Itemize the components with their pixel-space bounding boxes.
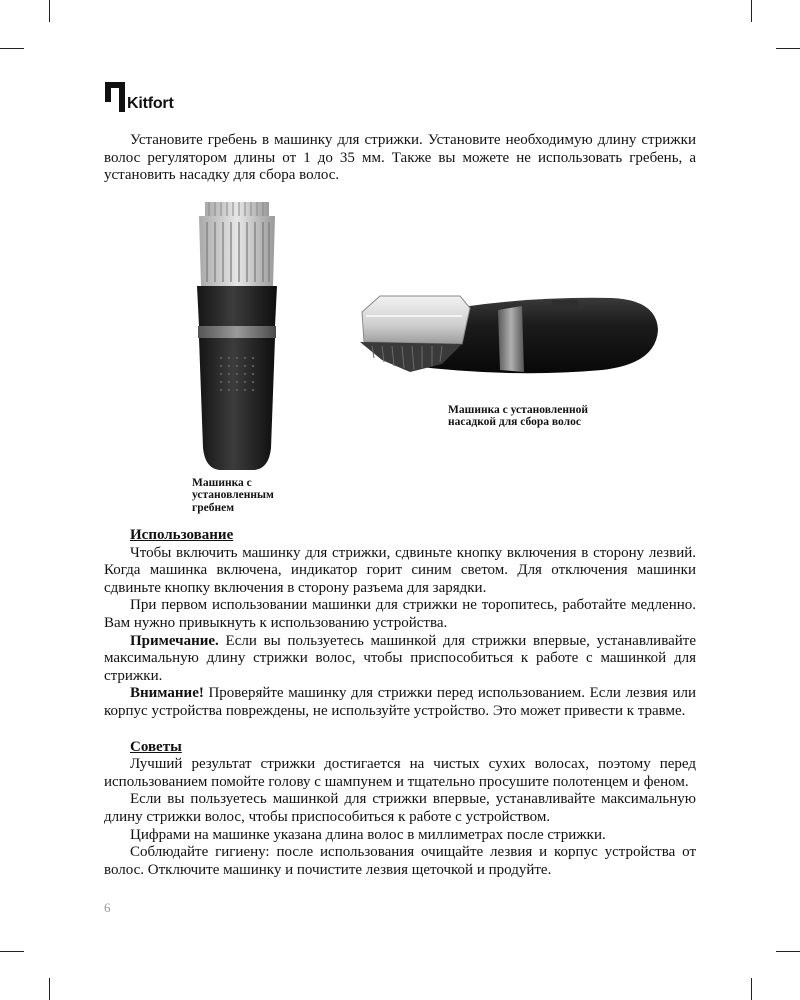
usage-paragraph: Чтобы включить машинку для стрижки, сдвиньте кнопку включения в сторону лезвий. Когда машинка включена, индикатор горит синим светом. Для отключения машинки сдвиньте кнопку включения в сторону разъема для зарядки. — [104, 544, 696, 596]
instructions-section — [104, 527, 696, 879]
intro-section — [104, 132, 696, 185]
horizontal-clipper-caption: Машинка с установленной насадкой для сбора волос — [448, 404, 588, 429]
tips-paragraph: Лучший результат стрижки достигается на чистых сухих волосах, поэтому перед использованием помойте голову с шампунем и тщательно просушите полотенцем и феном. — [104, 756, 696, 790]
crop-mark — [776, 48, 800, 49]
tips-paragraph: Соблюдайте гигиену: после использования очищайте лезвия и корпус устройства от волос. Отключите машинку и почистите лезвия щеточкой и продуйте. — [104, 844, 696, 878]
usage-heading: Использование — [130, 527, 234, 543]
crop-mark — [751, 0, 752, 22]
tips-paragraph: Цифрами на машинке указана длина волос в миллиметрах после стрижки. — [130, 826, 606, 843]
note-label: Примечание. — [130, 632, 219, 649]
warning-text: Проверяйте машинку для стрижки перед использованием. Если лезвия или корпус устройства повреждены, не используйте устройство. Это может привести к травме. — [104, 685, 696, 719]
crop-mark — [751, 978, 752, 1000]
vertical-clipper-caption: Машинка с установленным гребнем — [192, 477, 274, 514]
intro-paragraph: Установите гребень в машинку для стрижки. Установите необходимую длину стрижки волос регулятором длины от 1 до 35 мм. Также вы можете не использовать гребень, а установить насадку для сбора волос. — [104, 132, 696, 184]
crop-mark — [49, 978, 50, 1000]
crop-mark — [0, 48, 24, 49]
crop-mark — [49, 0, 50, 22]
kitfort-logo-icon — [105, 82, 125, 112]
warning-label: Внимание! — [130, 685, 204, 702]
page-number: 6 — [104, 900, 111, 915]
usage-paragraph: При первом использовании машинки для стрижки не торопитесь, работайте медленно. Вам нужно привыкнуть к использованию устройства. — [104, 597, 696, 631]
crop-mark — [776, 951, 800, 952]
warning-paragraph — [104, 685, 696, 720]
section-spacer — [104, 721, 696, 739]
brand-name: Kitfort — [127, 95, 174, 112]
clipper-with-collector-image — [352, 286, 662, 386]
tips-paragraph: Если вы пользуетесь машинкой для стрижки впервые, устанавливайте максимальную длину стрижки волос, чтобы приспособиться к работе с устройством. — [104, 791, 696, 825]
tips-heading: Советы — [130, 738, 182, 755]
note-paragraph — [104, 633, 696, 686]
clipper-with-comb-image — [185, 198, 290, 476]
crop-mark — [0, 951, 24, 952]
note-text: Если вы пользуетесь машинкой для стрижки впервые, устанавливайте максимальную длину стрижки волос, чтобы приспособиться к работе с машинкой для стрижки. — [104, 632, 696, 684]
